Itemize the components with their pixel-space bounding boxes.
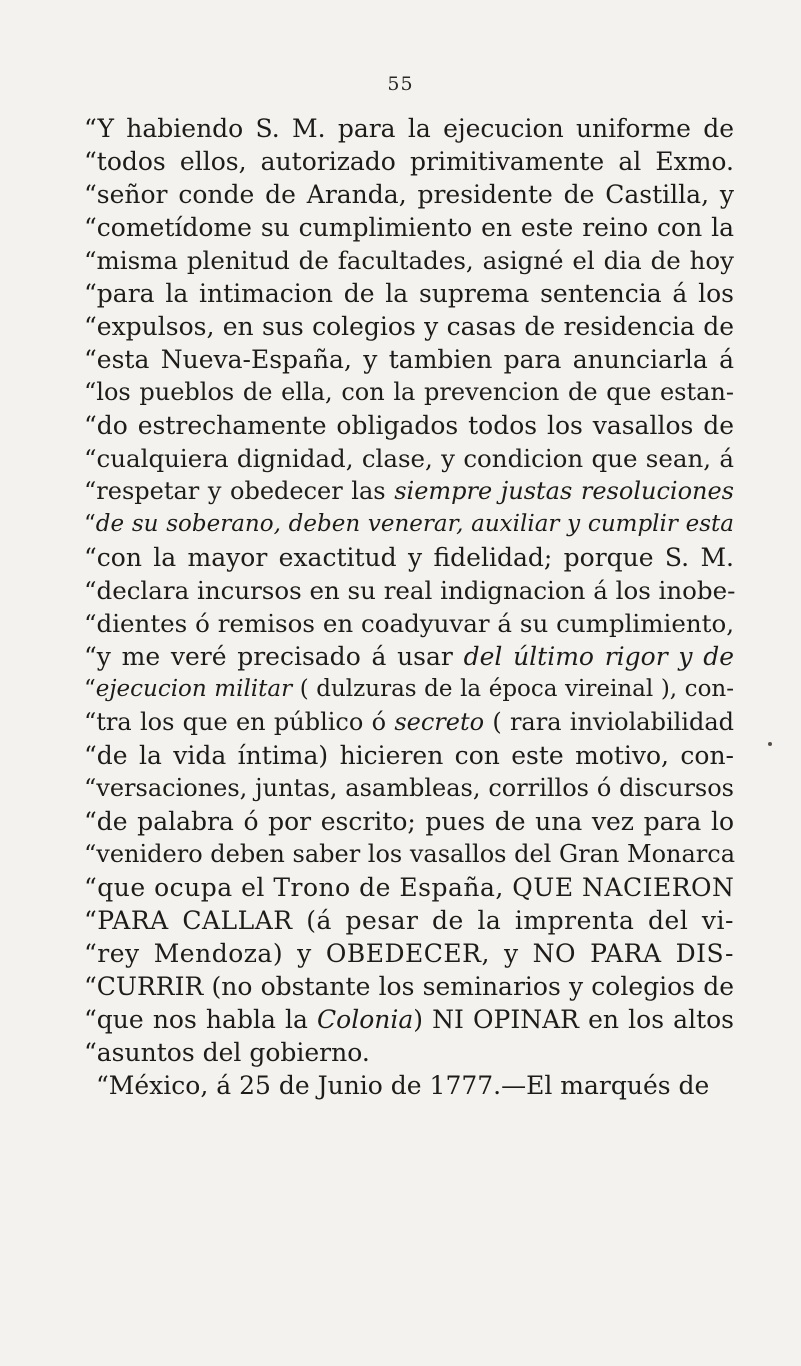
- text-line: “expulsos, en sus colegios y casas de residencia de: [84, 312, 734, 341]
- italic-run: Colonia: [317, 1005, 414, 1034]
- text-line: “señor conde de Aranda, presidente de Castilla, y: [84, 180, 734, 209]
- text-line: “venidero deben saber los vasallos del Gran Monarca: [84, 840, 736, 868]
- text-line: [84, 706, 734, 739]
- text-line: “asuntos del gobierno.: [84, 1038, 370, 1067]
- text-line: [84, 508, 734, 541]
- text-line: “versaciones, juntas, asambleas, corrillos ó discursos: [84, 774, 734, 802]
- text-run: ( rara inviolabilidad: [484, 708, 735, 736]
- italic-run: siempre justas resoluciones: [394, 477, 734, 505]
- text-line: “Y habiendo S. M. para la ejecucion uniforme de: [84, 114, 734, 143]
- text-line: [84, 640, 734, 673]
- text-run: “: [84, 511, 96, 537]
- text-line: “para la intimacion de la suprema sentencia á los: [84, 279, 734, 308]
- text-line: [84, 1003, 734, 1036]
- text-line: “los pueblos de ella, con la prevencion de que estan-: [84, 378, 734, 406]
- text-run: “y me veré precisado á usar: [84, 642, 464, 671]
- text-line: “de palabra ó por escrito; pues de una vez para lo: [84, 807, 734, 836]
- text-line: [84, 970, 734, 1003]
- text-line: “declara incursos en su real indignacion á los inobe-: [84, 576, 736, 605]
- text-line: “esta Nueva-España, y tambien para anunciarla á: [84, 345, 734, 374]
- text-run: “respetar y obedecer las: [84, 477, 395, 505]
- italic-run: ejecucion militar: [95, 676, 293, 702]
- text-run: “CURRIR (no obstante los seminarios y colegios de: [84, 972, 734, 1001]
- text-line: “PARA CALLAR (á pesar de la imprenta del vi-: [84, 906, 734, 935]
- text-line: “do estrechamente obligados todos los vasallos de: [84, 411, 734, 440]
- italic-run: secreto: [394, 708, 485, 736]
- text-line: “México, á 25 de Junio de 1777.—El marqués de: [96, 1071, 710, 1100]
- text-run: “que nos habla la: [84, 1005, 318, 1034]
- text-line: “de la vida íntima) hicieren con este motivo, con-: [84, 741, 734, 770]
- ink-speck: [768, 742, 772, 746]
- text-line: “cometídome su cumplimiento en este reino con la: [84, 213, 734, 242]
- text-line: “rey Mendoza) y OBEDECER, y NO PARA DIS-: [84, 939, 734, 968]
- text-line: [84, 673, 734, 706]
- text-line: “cualquiera dignidad, clase, y condicion que sean, á: [84, 444, 734, 473]
- italic-run: de su soberano, deben venerar, auxiliar y cumplir esta: [95, 511, 734, 537]
- italic-run: del último rigor y de: [463, 642, 734, 671]
- text-line: [84, 475, 734, 508]
- body-text: [84, 112, 734, 1102]
- text-line: “dientes ó remisos en coadyuvar á su cumplimiento,: [84, 609, 734, 638]
- text-run: “tra los que en público ó: [84, 708, 395, 736]
- text-run: ( dulzuras de la época vireinal ), con-: [292, 676, 734, 702]
- text-run: “: [84, 676, 96, 702]
- text-line: “con la mayor exactitud y fidelidad; porque S. M.: [84, 543, 734, 572]
- text-line: “todos ellos, autorizado primitivamente al Exmo.: [84, 147, 734, 176]
- text-line: “misma plenitud de facultades, asigné el dia de hoy: [84, 246, 734, 275]
- page-number: 55: [387, 73, 414, 95]
- text-run: ) NI OPINAR en los altos: [413, 1005, 734, 1034]
- text-line: “que ocupa el Trono de España, QUE NACIERON: [84, 873, 735, 902]
